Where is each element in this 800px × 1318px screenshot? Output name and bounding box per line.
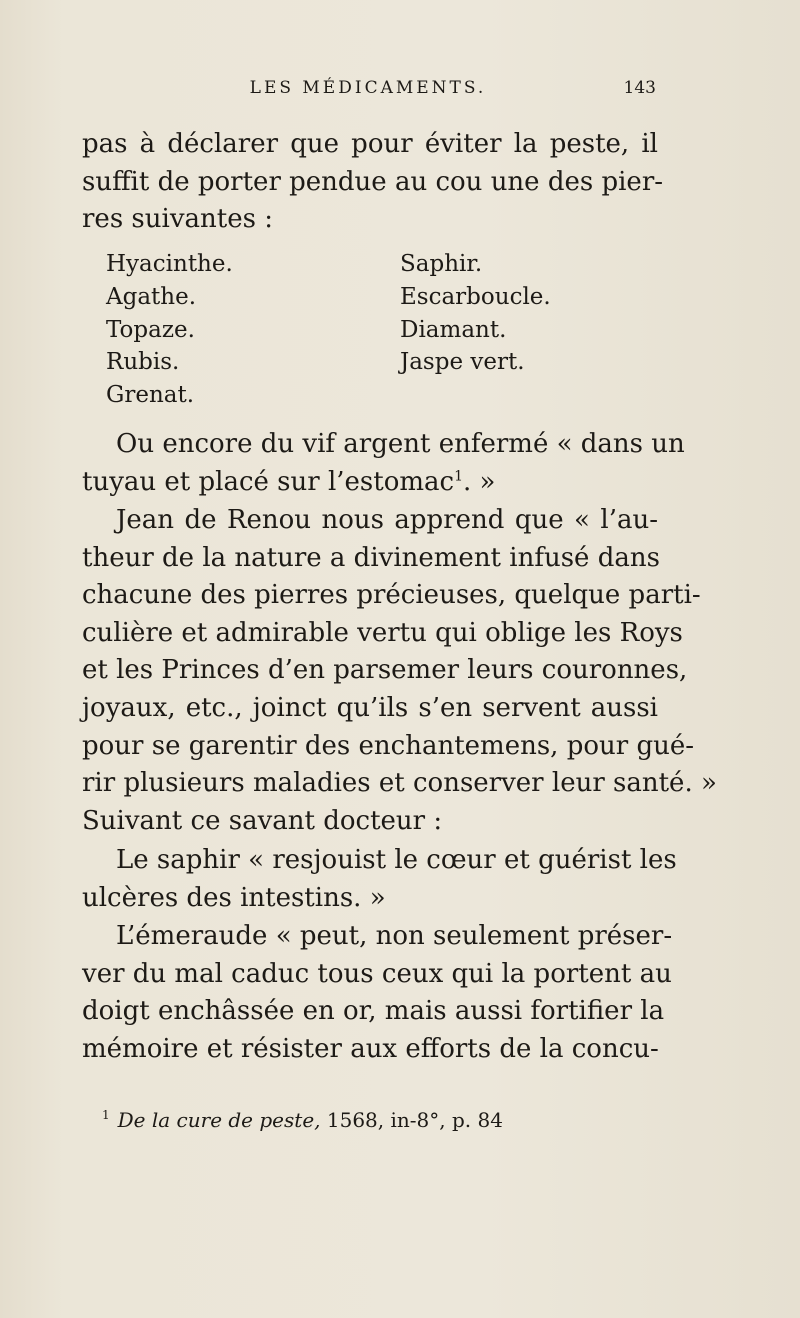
text-line: ver du mal caduc tous ceux qui la portent au: [82, 958, 672, 989]
gem-item: Grenat.: [106, 382, 195, 409]
text-line: [82, 464, 658, 502]
gem-item: Jaspe vert.: [400, 349, 525, 376]
gem-item: Hyacinthe.: [106, 251, 233, 277]
text-line: suffit de porter pendue au cou une des pier-: [82, 166, 664, 197]
text-line: joyaux, etc., joinct qu’ils s’en servent aussi: [82, 692, 658, 723]
paragraph-renou: [82, 502, 717, 840]
text-line: ulcères des intestins. »: [82, 882, 386, 913]
text-line: Ou encore du vif argent enfermé « dans un: [116, 429, 685, 459]
running-head: [80, 74, 656, 104]
text-line: Le saphir « resjouist le cœur et guérist les: [116, 845, 677, 875]
footnote-mark: 1: [102, 1108, 110, 1123]
gem-item: Rubis.: [106, 349, 180, 376]
text-line: culière et admirable vertu qui oblige les Roys: [82, 617, 683, 648]
gem-item: Diamant.: [400, 316, 507, 343]
paragraph-intro: [82, 126, 664, 239]
text-line: et les Princes d’en parsemer leurs couronnes,: [82, 655, 688, 686]
footnote: [102, 1108, 503, 1132]
running-title: LES MÉDICAMENTS.: [249, 78, 487, 98]
text-line: Suivant ce savant docteur :: [82, 805, 443, 836]
gem-column-right: [400, 248, 551, 379]
text-line: mémoire et résister aux efforts de la concu-: [82, 1033, 659, 1064]
paragraph-saphir: [82, 842, 677, 917]
page-number: 143: [623, 78, 656, 98]
text-line: pour se garentir des enchantemens, pour gué-: [82, 730, 695, 761]
text-fragment: tuyau et placé sur l’estomac: [82, 466, 455, 497]
text-line: pas à déclarer que pour éviter la peste, il: [82, 129, 658, 159]
text-fragment: . »: [463, 466, 496, 497]
gem-item: Agathe.: [106, 283, 197, 310]
footnote-reference: 1: [454, 467, 463, 484]
text-line: Jean de Renou nous apprend que « l’au-: [116, 505, 658, 535]
gem-item: Topaze.: [106, 316, 195, 343]
text-line: res suivantes :: [82, 204, 273, 235]
footnote-details: 1568, in-8°, p. 84: [326, 1108, 503, 1132]
text-line: theur de la nature a divinement infusé dans: [82, 542, 660, 573]
gem-column-left: [106, 248, 233, 412]
text-line: rir plusieurs maladies et conserver leur santé. »: [82, 768, 717, 799]
paragraph-mercury: [82, 426, 685, 501]
paragraph-emeraude: [82, 918, 673, 1068]
gem-item: Saphir.: [400, 251, 483, 277]
footnote-title: De la cure de peste,: [117, 1108, 321, 1132]
text-line: doigt enchâssée en or, mais aussi fortifier la: [82, 996, 665, 1027]
text-line: chacune des pierres précieuses, quelque parti-: [82, 580, 701, 611]
text-line: L’émeraude « peut, non seulement préser-: [116, 921, 673, 951]
gem-item: Escarboucle.: [400, 283, 551, 310]
